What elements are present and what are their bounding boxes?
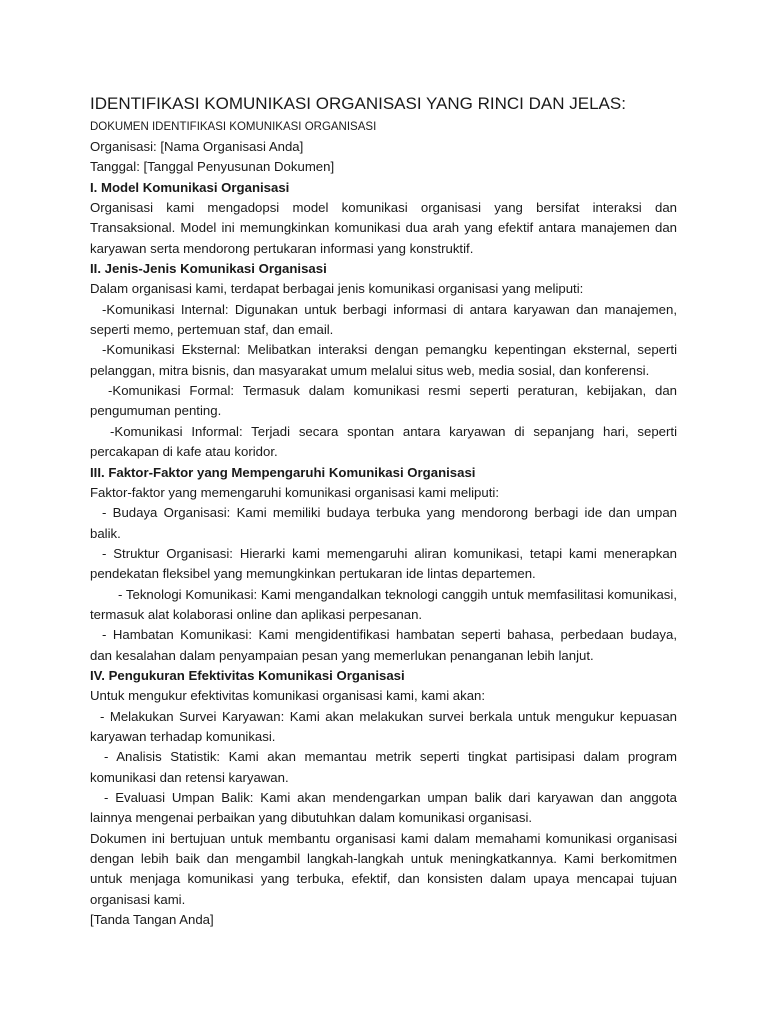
document-page: [90, 93, 677, 930]
list-item: -Komunikasi Eksternal: Melibatkan interaksi dengan pemangku kepentingan eksternal, seperti pelanggan, mitra bisnis, dan masyarakat umum melalui situs web, media sosial, dan konferensi.: [90, 342, 677, 378]
list-item: - Struktur Organisasi: Hierarki kami memengaruhi aliran komunikasi, tetapi kami menerapkan pendekatan fleksibel yang memungkinkan pertukaran ide lintas departemen.: [90, 545, 677, 582]
list-item: - Hambatan Komunikasi: Kami mengidentifikasi hambatan seperti bahasa, perbedaan budaya, dan kesalahan dalam penyampaian pesan yang memerlukan penanganan lebih lanjut.: [90, 627, 677, 663]
list-item: -Komunikasi Internal: Digunakan untuk berbagi informasi di antara karyawan dan manajemen, seperti memo, pertemuan staf, dan email.: [90, 301, 677, 338]
list-item: - Budaya Organisasi: Kami memiliki budaya terbuka yang mendorong berbagi ide dan umpan balik.: [90, 505, 677, 541]
section-paragraph-model: Organisasi kami mengadopsi model komunikasi organisasi yang bersifat interaksi dan Transaksional. Model ini memungkinkan komunikasi dua arah yang efektif antara manajemen dan karyawan serta mendorong pertukaran informasi yang konstruktif.: [90, 200, 677, 256]
list-item: - Melakukan Survei Karyawan: Kami akan melakukan survei berkala untuk mengukur kepuasan karyawan terhadap komunikasi.: [90, 708, 677, 744]
section-intro-factors: Faktor-faktor yang memengaruhi komunikasi organisasi kami meliputi:: [90, 484, 499, 500]
list-item: - Evaluasi Umpan Balik: Kami akan mendengarkan umpan balik dari karyawan dan anggota lainnya mengenai perbaikan yang dibutuhkan dalam komunikasi organisasi.: [90, 790, 677, 826]
organization-line: Organisasi: [Nama Organisasi Anda]: [90, 139, 304, 154]
section-heading-measurement: IV. Pengukuran Efektivitas Komunikasi Organisasi: [90, 667, 405, 683]
signature-placeholder: [Tanda Tangan Anda]: [90, 912, 214, 928]
section-heading-types: II. Jenis-Jenis Komunikasi Organisasi: [90, 261, 327, 277]
document-title: IDENTIFIKASI KOMUNIKASI ORGANISASI YANG RINCI DAN JELAS:: [90, 94, 626, 113]
section-intro-measurement: Untuk mengukur efektivitas komunikasi organisasi kami, kami akan:: [90, 688, 486, 704]
section-heading-model: I. Model Komunikasi Organisasi: [90, 179, 290, 195]
list-item: -Komunikasi Formal: Termasuk dalam komunikasi resmi seperti peraturan, kebijakan, dan pengumuman penting.: [90, 383, 677, 419]
section-intro-types: Dalam organisasi kami, terdapat berbagai jenis komunikasi organisasi yang meliputi:: [90, 281, 584, 297]
closing-paragraph: Dokumen ini bertujuan untuk membantu organisasi kami dalam memahami komunikasi organisasi dengan lebih baik dan mengambil langkah-langkah untuk meningkatkannya. Kami berkomitmen untuk menjaga komunikasi yang terbuka, efektif, dan konsisten dalam upaya mencapai tujuan organisasi kami.: [90, 830, 677, 907]
list-item: -Komunikasi Informal: Terjadi secara spontan antara karyawan di sepanjang hari, seperti percakapan di kafe atau koridor.: [90, 423, 677, 460]
list-item: - Teknologi Komunikasi: Kami mengandalkan teknologi canggih untuk memfasilitasi komunikasi, termasuk alat kolaborasi online dan aplikasi perpesanan.: [90, 586, 677, 622]
date-line: Tanggal: [Tanggal Penyusunan Dokumen]: [90, 159, 335, 175]
list-item: - Analisis Statistik: Kami akan memantau metrik seperti tingkat partisipasi dalam program komunikasi dan retensi karyawan.: [90, 749, 677, 785]
document-subtitle: DOKUMEN IDENTIFIKASI KOMUNIKASI ORGANISASI: [90, 121, 377, 133]
section-heading-factors: III. Faktor-Faktor yang Mempengaruhi Komunikasi Organisasi: [90, 464, 476, 480]
